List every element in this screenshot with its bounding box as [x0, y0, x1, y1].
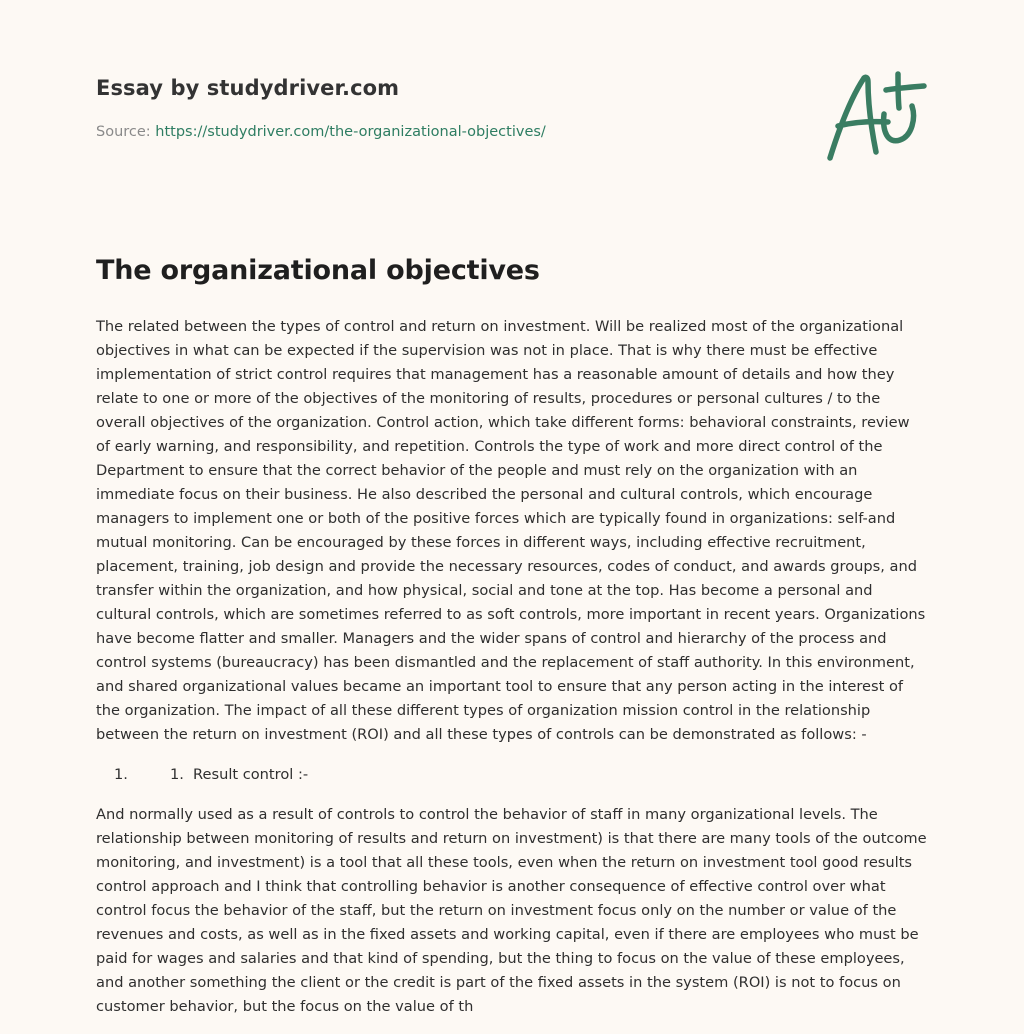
list-item-inner-number: 1. — [170, 766, 184, 783]
logo-a-crossbar — [838, 122, 888, 126]
source-line — [96, 124, 546, 140]
a-plus-logo-icon — [818, 66, 930, 166]
source-label: Source: — [96, 124, 156, 140]
list-item-text: Result control :- — [193, 766, 309, 783]
list-item-outer-number: 1. — [114, 766, 128, 783]
site-title: Essay by studydriver.com — [96, 76, 400, 100]
logo-a-stroke — [830, 77, 876, 158]
essay-paragraph-1: The related between the types of control and return on investment. Will be realized most of the organizational objectives in what can be expected if the supervision was not in place. That is why there must be effective implementation of strict control requires that management has a reasonable amount of details and how they relate to one or more of the objectives of the monitoring of results, procedures or personal cultures / to the overall objectives of the organization. Control action, which take different forms: behavioral constraints, review of early warning, and responsibility, and repetition. Controls the type of work and more direct control of the Department to ensure that the correct behavior of the people and must rely on the organization with an immediate focus on their business. He also described the personal and cultural controls, which encourage managers to implement one or both of the positive forces which are typically found in organizations: self-and mutual monitoring. Can be encouraged by these forces in different ways, including effective recruitment, placement, training, job design and provide the necessary resources, codes of conduct, and awards groups, and transfer within the organization, and how physical, social and tone at the top. Has become a personal and cultural controls, which are sometimes referred to as soft controls, more important in recent years. Organizations have become flatter and smaller. Managers and the wider spans of control and hierarchy of the process and control systems (bureaucracy) has been dismantled and the replacement of staff authority. In this environment, and shared organizational values became an important tool to ensure that any person acting in the interest of the organization. The impact of all these different types of organization mission control in the relationship between the return on investment (ROI) and all these types of controls can be demonstrated as follows: - — [96, 318, 926, 743]
essay-paragraph-2: And normally used as a result of controls to control the behavior of staff in many organizational levels. The relationship between monitoring of results and return on investment) is that there are many tools of the outcome monitoring, and investment) is a tool that all these tools, even when the return on investment tool good results control approach and I think that controlling behavior is another consequence of effective control over what control focus the behavior of the staff, but the return on investment focus only on the number or value of the revenues and costs, as well as in the fixed assets and working capital, even if there are employees who must be paid for wages and salaries and that kind of spending, but the thing to focus on the value of these employees, and another something the client or the credit is part of the fixed assets in the system (ROI) is not to focus on customer behavior, but the focus on the value of th — [96, 806, 927, 1015]
source-link[interactable]: https://studydriver.com/the-organizational-objectives/ — [155, 124, 546, 140]
list-item — [96, 763, 308, 787]
essay-title: The organizational objectives — [96, 255, 540, 286]
logo-plus-horizontal — [886, 86, 924, 90]
